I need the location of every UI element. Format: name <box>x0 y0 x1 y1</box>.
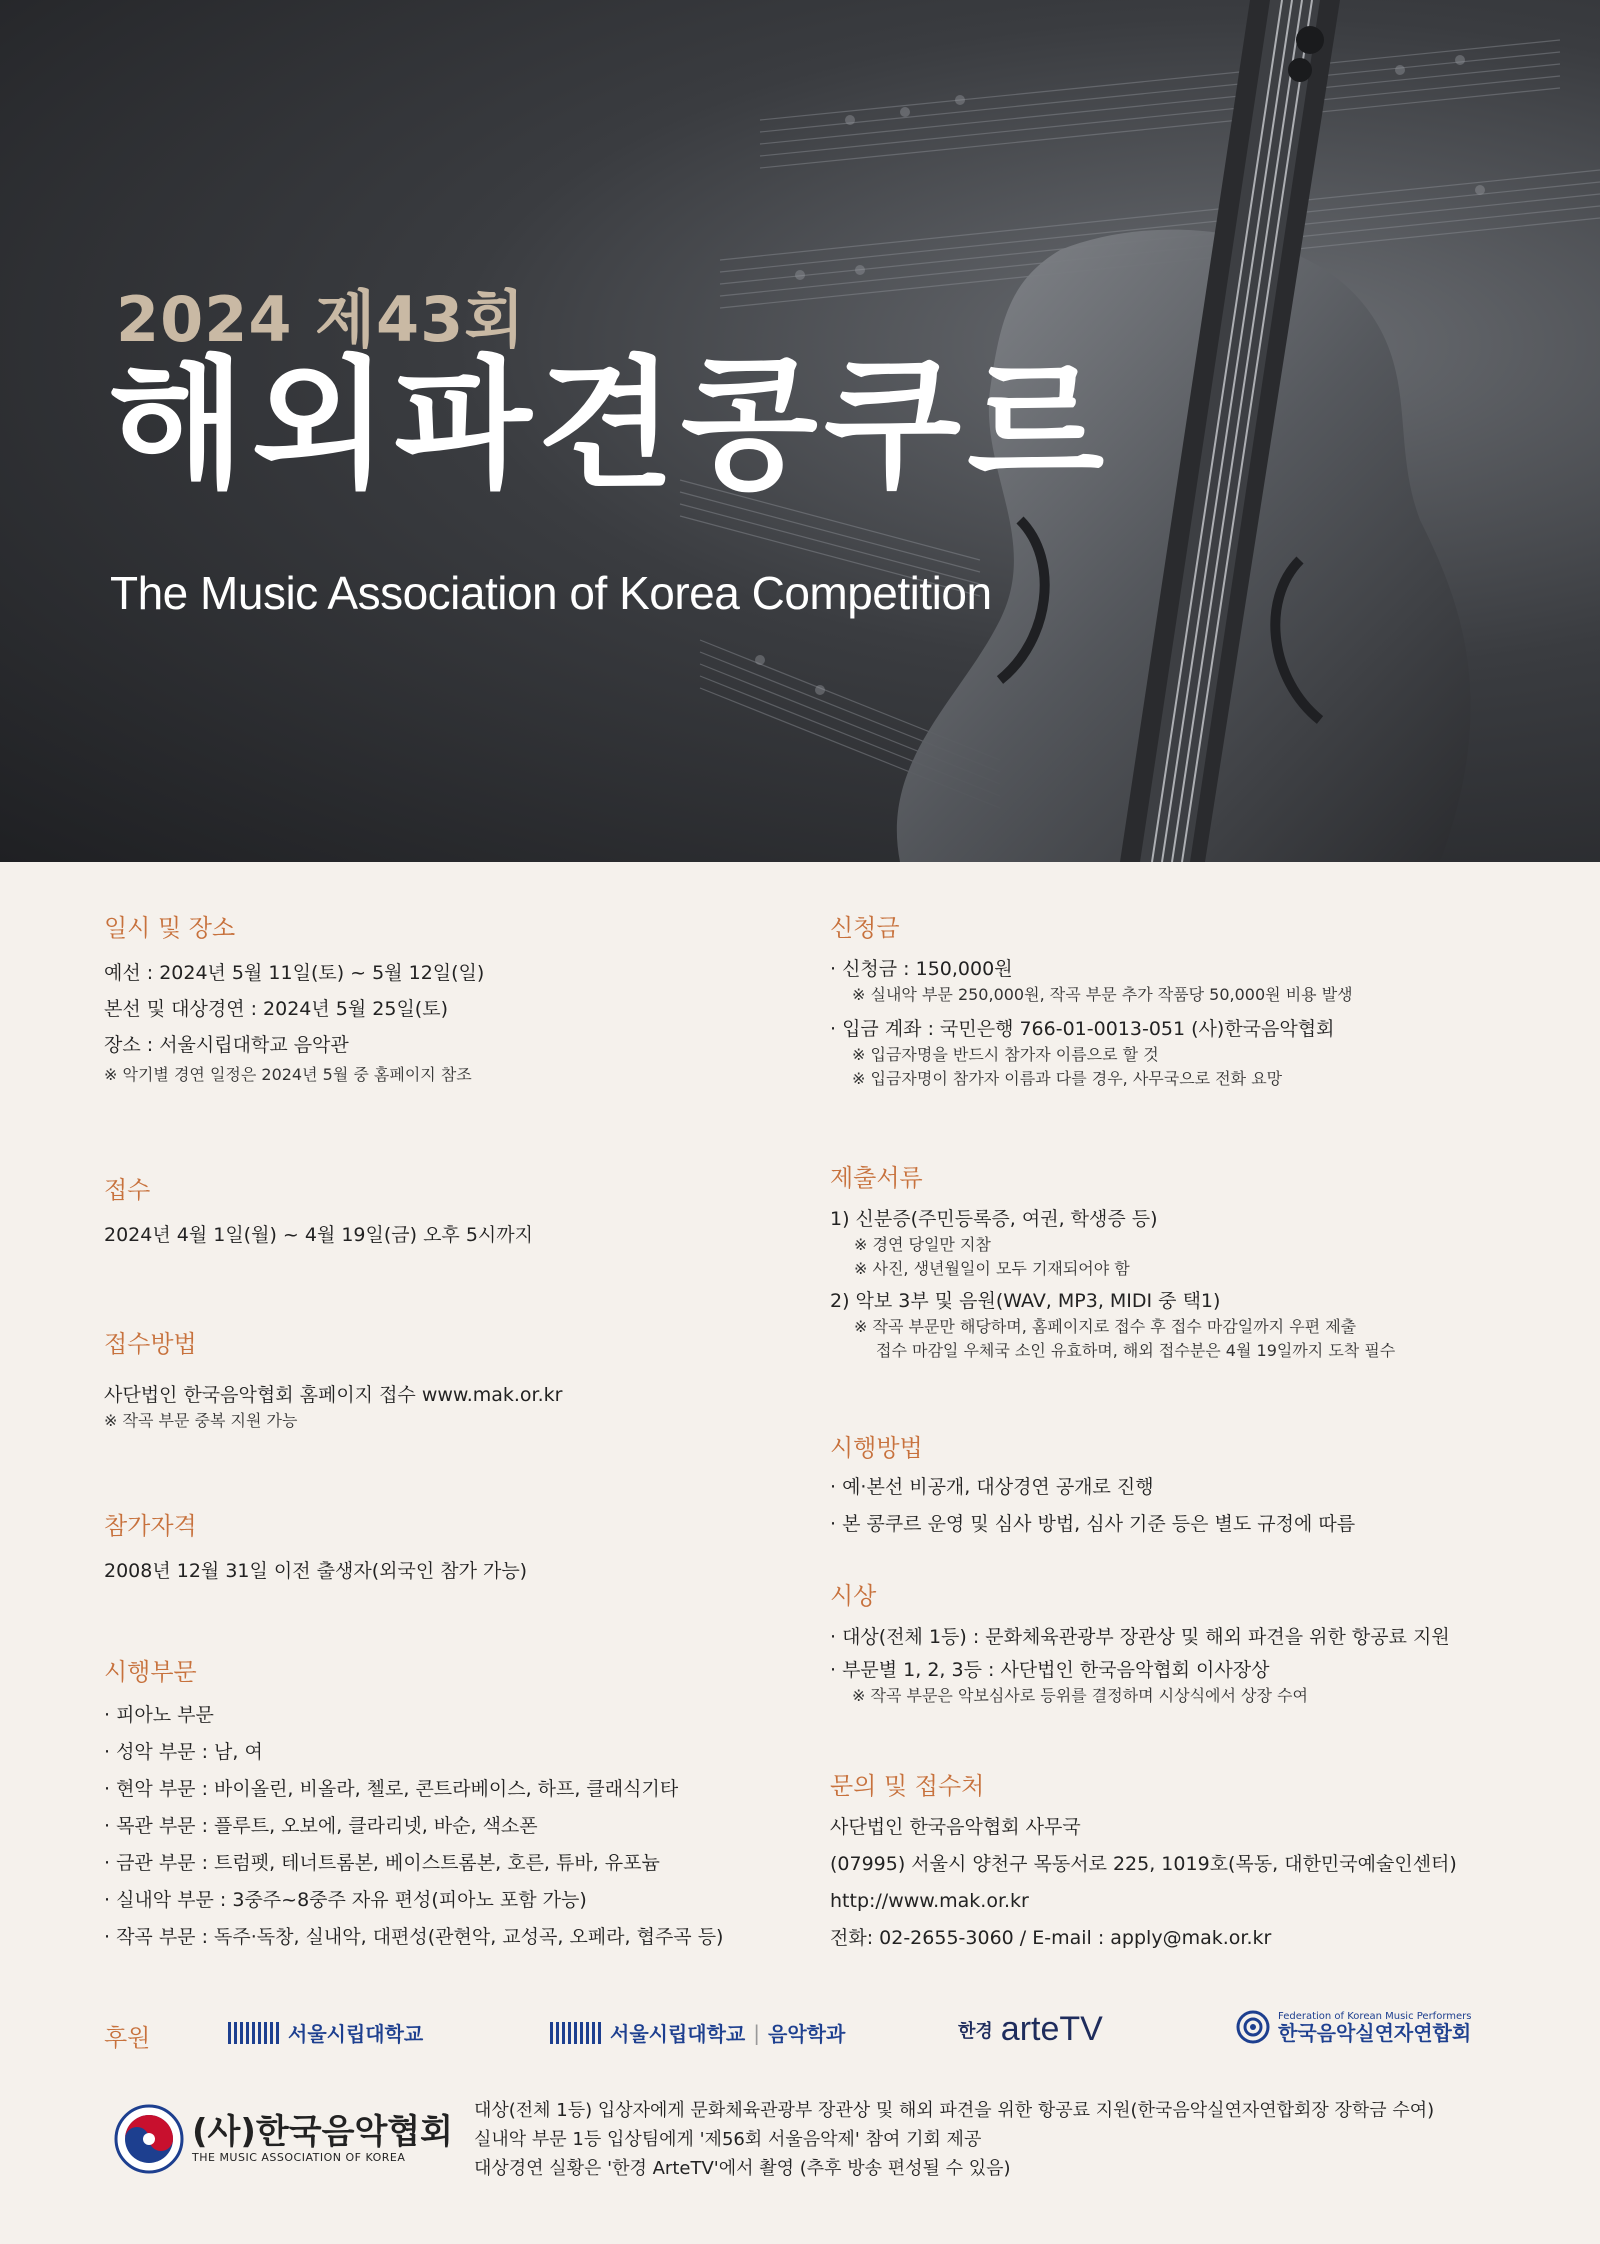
document-item: 1) 신분증(주민등록증, 여권, 학생증 등) <box>830 1208 1158 1230</box>
section-heading: 시상 <box>830 1582 877 1610</box>
sponsor-uos-music-logo <box>550 2018 845 2047</box>
footer-line: 대상경연 실황은 '한경 ArteTV'에서 촬영 (추후 방송 편성될 수 있음) <box>474 2158 1011 2179</box>
award-item: · 부문별 1, 2, 3등 : 사단법인 한국음악협회 이사장상 <box>830 1659 1270 1681</box>
sponsor-small-text: Federation of Korean Music Performers <box>1278 2010 1472 2022</box>
sponsor-name: 서울시립대학교 <box>288 2022 424 2046</box>
document-note: ※ 사진, 생년월일이 모두 기재되어야 함 <box>854 1259 1130 1278</box>
section-divisions <box>104 1652 723 1956</box>
division-item: · 작곡 부문 : 독주·독창, 실내악, 대편성(관현악, 교성곡, 오페라, 협주곡 등) <box>104 1926 724 1948</box>
contact-org: 사단법인 한국음악협회 사무국 <box>830 1816 1081 1838</box>
document-item: 2) 악보 3부 및 음원(WAV, MP3, MIDI 중 택1) <box>830 1290 1221 1312</box>
division-item: · 실내악 부문 : 3중주~8중주 자유 편성(피아노 포함 가능) <box>104 1889 587 1911</box>
schedule-line: 예선 : 2024년 5월 11일(토) ~ 5월 12일(일) <box>104 962 485 984</box>
procedure-item: · 본 콩쿠르 운영 및 심사 방법, 심사 기준 등은 별도 규정에 따름 <box>830 1513 1356 1535</box>
contact-website-link[interactable]: http://www.mak.or.kr <box>830 1890 1029 1912</box>
sponsor-name: 서울시립대학교 <box>610 2022 746 2046</box>
method-line: 사단법인 한국음악협회 홈페이지 접수 www.mak.or.kr <box>104 1384 563 1406</box>
eligibility-line: 2008년 12월 31일 이전 출생자(외국인 참가 가능) <box>104 1560 528 1582</box>
sponsor-uos-logo <box>228 2018 423 2047</box>
fee-line: · 신청금 : 150,000원 <box>830 958 1013 980</box>
contact-address: (07995) 서울시 양천구 목동서로 225, 1019호(목동, 대한민국예술인센터) <box>830 1853 1457 1875</box>
sponsor-fkmp-logo <box>1236 2010 1471 2044</box>
section-fee <box>830 908 1353 1091</box>
division-item: · 성악 부문 : 남, 여 <box>104 1741 263 1763</box>
section-heading: 신청금 <box>830 914 900 942</box>
section-heading: 접수 <box>104 1176 151 1204</box>
section-documents <box>830 1158 1395 1363</box>
section-heading: 시행방법 <box>830 1434 923 1462</box>
account-note: ※ 입금자명이 참가자 이름과 다를 경우, 사무국으로 전화 요망 <box>852 1069 1283 1088</box>
procedure-item: · 예·본선 비공개, 대상경연 공개로 진행 <box>830 1476 1154 1498</box>
sponsors-label: 후원 <box>104 2024 151 2052</box>
sponsors-row <box>0 2000 1600 2070</box>
section-heading: 일시 및 장소 <box>104 914 236 942</box>
section-eligibility <box>104 1506 527 1585</box>
sponsor-prefix: 한경 <box>958 2020 993 2042</box>
hero-banner <box>0 0 1600 862</box>
uos-emblem-icon <box>550 2022 602 2044</box>
award-note: ※ 작곡 부문은 악보심사로 등위를 결정하며 시상식에서 상장 수여 <box>852 1686 1308 1705</box>
division-item: · 현악 부문 : 바이올린, 비올라, 첼로, 콘트라베이스, 하프, 클래식기타 <box>104 1778 679 1800</box>
fkmp-emblem-icon <box>1236 2010 1270 2044</box>
account-line: · 입금 계좌 : 국민은행 766-01-0013-051 (사)한국음악협회 <box>830 1018 1335 1040</box>
schedule-line: 본선 및 대상경연 : 2024년 5월 25일(토) <box>104 998 448 1020</box>
account-note: ※ 입금자명을 반드시 참가자 이름으로 할 것 <box>852 1045 1159 1064</box>
contact-phone-email: 전화: 02-2655-3060 / E-mail : apply@mak.or.kr <box>830 1927 1272 1949</box>
section-schedule <box>104 908 484 1087</box>
section-contact <box>830 1766 1457 1957</box>
edition-year: 2024 제43회 <box>116 283 526 356</box>
section-method <box>104 1324 562 1433</box>
footer-notes <box>474 2096 1434 2183</box>
schedule-note: ※ 악기별 경연 일정은 2024년 5월 중 홈페이지 참조 <box>104 1065 472 1084</box>
footer-line: 대상(전체 1등) 입상자에게 문화체육관광부 장관상 및 해외 파견을 위한 항공료 지원(한국음악실연자연합회장 장학금 수여) <box>474 2100 1435 2121</box>
document-note: ※ 경연 당일만 지참 <box>854 1235 991 1254</box>
uos-emblem-icon <box>228 2022 280 2044</box>
schedule-line: 장소 : 서울시립대학교 음악관 <box>104 1034 349 1056</box>
section-awards <box>830 1576 1450 1708</box>
divider: | <box>753 2020 760 2045</box>
award-item: · 대상(전체 1등) : 문화체육관광부 장관상 및 해외 파견을 위한 항공료 지원 <box>830 1626 1450 1648</box>
sponsor-sub-name: 음악학과 <box>768 2022 846 2046</box>
section-reception <box>104 1170 533 1249</box>
section-heading: 접수방법 <box>104 1330 197 1358</box>
sponsor-name: arteTV <box>1000 2010 1103 2048</box>
footer-line: 실내악 부문 1등 입상팀에게 '제56회 서울음악제' 참여 기회 제공 <box>474 2129 982 2150</box>
division-item: · 피아노 부문 <box>104 1704 214 1726</box>
page-subtitle: The Music Association of Korea Competition <box>110 567 992 619</box>
reception-line: 2024년 4월 1일(월) ~ 4월 19일(금) 오후 5시까지 <box>104 1224 533 1246</box>
mak-emblem-icon <box>114 2104 184 2174</box>
mak-logo-en: THE MUSIC ASSOCIATION OF KOREA <box>192 2151 406 2165</box>
document-note: 접수 마감일 우체국 소인 유효하며, 해외 접수분은 4월 19일까지 도착 필수 <box>876 1341 1396 1360</box>
method-note: ※ 작곡 부문 중복 지원 가능 <box>104 1411 298 1430</box>
division-item: · 금관 부문 : 트럼펫, 테너트롬본, 베이스트롬본, 호른, 튜바, 유포늄 <box>104 1852 660 1874</box>
page-title: 해외파견콩쿠르 <box>108 343 1111 508</box>
sponsor-name: 한국음악실연자연합회 <box>1278 2020 1472 2045</box>
section-heading: 문의 및 접수처 <box>830 1772 985 1800</box>
fee-note: ※ 실내악 부문 250,000원, 작곡 부문 추가 작품당 50,000원 비용 발생 <box>852 985 1353 1004</box>
section-procedure <box>830 1428 1355 1543</box>
section-heading: 제출서류 <box>830 1164 923 1192</box>
sponsor-artetv-logo <box>958 2010 1103 2049</box>
document-note: ※ 작곡 부문만 해당하며, 홈페이지로 접수 후 접수 마감일까지 우편 제출 <box>854 1317 1357 1336</box>
section-heading: 시행부문 <box>104 1658 197 1686</box>
mak-logo <box>114 2104 453 2174</box>
mak-logo-ko: (사)한국음악협회 <box>192 2111 453 2152</box>
division-item: · 목관 부문 : 플루트, 오보에, 클라리넷, 바순, 색소폰 <box>104 1815 538 1837</box>
section-heading: 참가자격 <box>104 1512 197 1540</box>
